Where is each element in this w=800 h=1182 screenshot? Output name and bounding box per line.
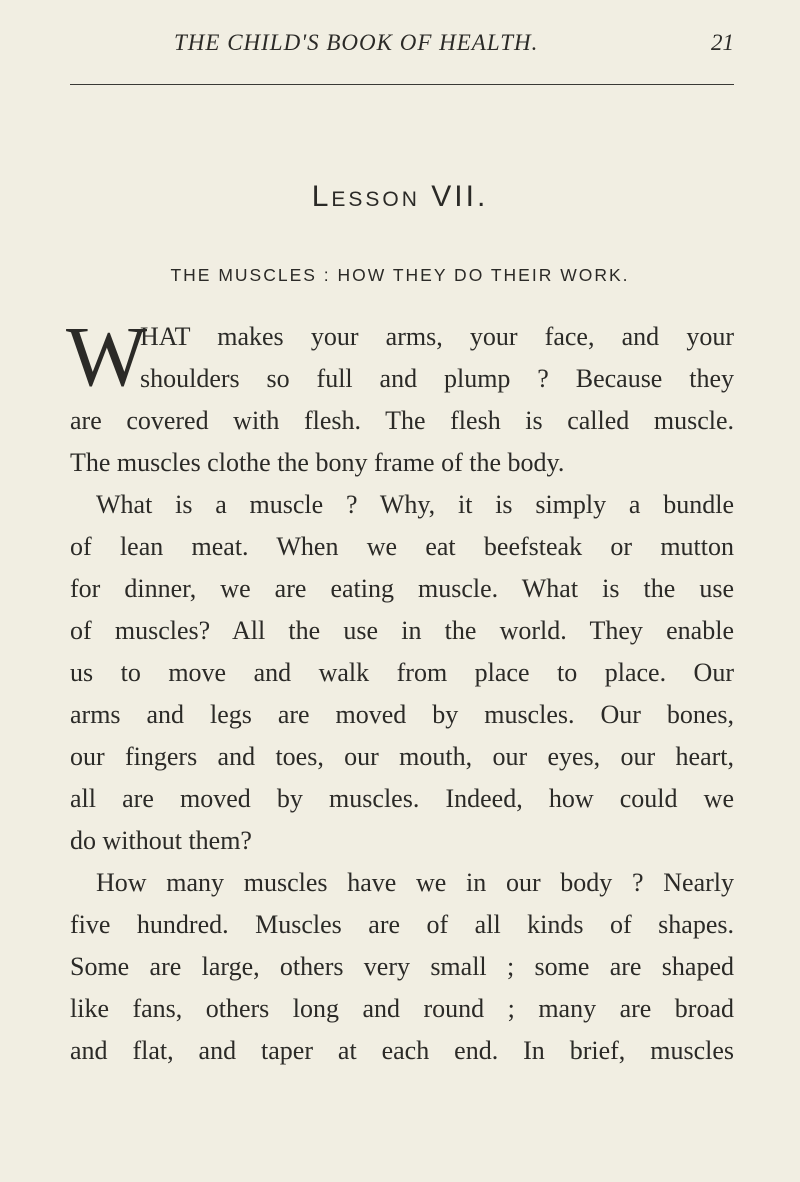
- text-line: do without them?: [70, 826, 252, 855]
- text-line: arms and legs are moved by muscles. Our bones,: [70, 700, 734, 729]
- header-rule: [70, 84, 734, 85]
- text-line: shoulders so full and plump ? Because they: [140, 364, 734, 393]
- page-number: 21: [711, 30, 734, 55]
- text-line: Some are large, others very small ; some are shaped: [70, 952, 734, 981]
- drop-cap: W: [66, 308, 148, 404]
- text-line: for dinner, we are eating muscle. What is the use: [70, 574, 734, 603]
- text-line: of lean meat. When we eat beefsteak or mutton: [70, 532, 734, 561]
- text-line: are covered with flesh. The flesh is called muscle.: [70, 406, 734, 435]
- running-title: THE CHILD'S BOOK OF HEALTH.: [174, 30, 539, 55]
- text-line: and flat, and taper at each end. In brief, muscles: [70, 1036, 734, 1065]
- text-line: What is a muscle ? Why, it is simply a bundle: [96, 490, 734, 519]
- text-line: How many muscles have we in our body ? Nearly: [96, 868, 734, 897]
- text-line: us to move and walk from place to place. Our: [70, 658, 734, 687]
- text-line: HAT makes your arms, your face, and your: [140, 322, 734, 351]
- running-head: [70, 30, 734, 60]
- lesson-body: [66, 308, 734, 1072]
- text-line: like fans, others long and round ; many are broad: [70, 994, 734, 1023]
- lesson-title: Lesson VII.: [311, 180, 489, 213]
- text-line: all are moved by muscles. Indeed, how could we: [70, 784, 734, 813]
- lesson-subtitle: THE MUSCLES : HOW THEY DO THEIR WORK.: [170, 265, 630, 285]
- text-line: of muscles? All the use in the world. They enable: [70, 616, 734, 645]
- text-line: our fingers and toes, our mouth, our eyes, our heart,: [70, 742, 734, 771]
- text-line: five hundred. Muscles are of all kinds of shapes.: [70, 910, 734, 939]
- text-line: The muscles clothe the bony frame of the body.: [70, 448, 565, 477]
